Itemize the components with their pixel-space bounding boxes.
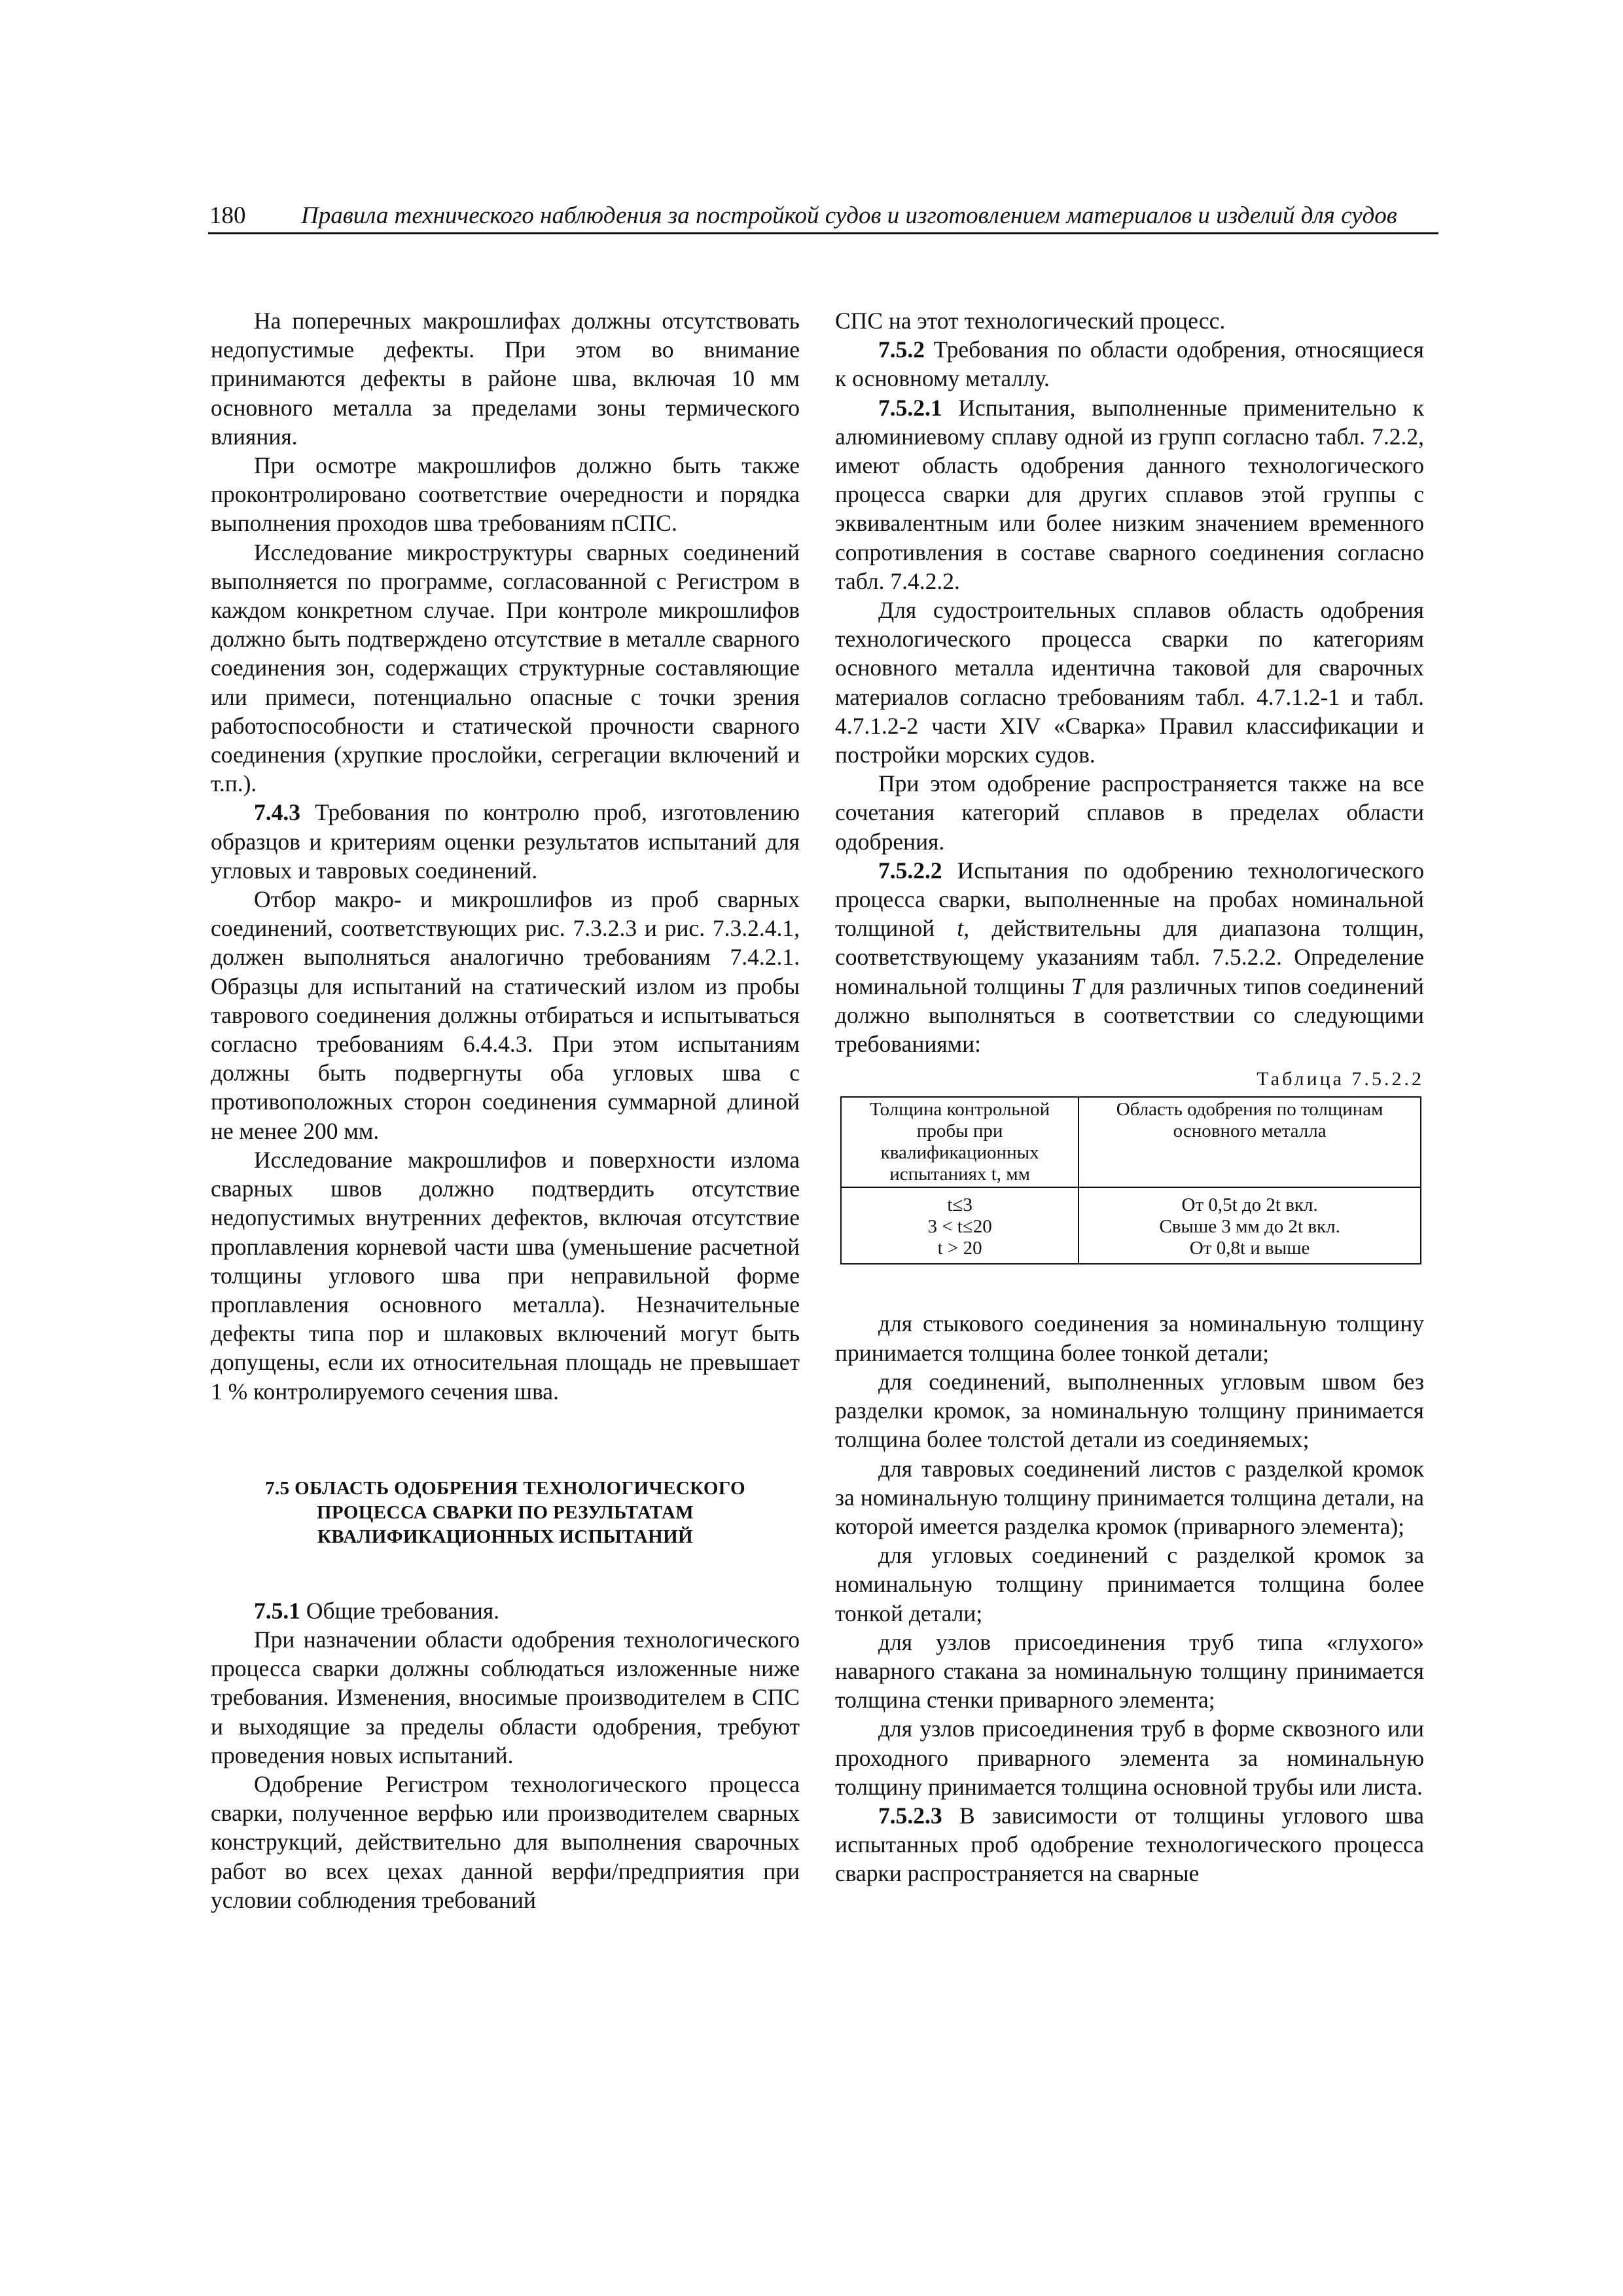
paragraph: Исследование микроструктуры сварных соединений выполняется по программе, согласованной с Регистром в каждом конкретном случае. При контроле микрошлифов должно быть подтверждено отсутствие в металле сварного соединения зон, содержащих структурные составляющие или примеси, потенциально опасные с точки зрения работоспособности и статической прочности сварного соединения (хрупкие прослойки, сегрегации включений и т.п.). [211,539,800,797]
clause-heading: Общие требования. [306,1597,500,1624]
clause-number: 7.5.2 [878,336,925,363]
paragraph: для узлов присоединения труб в форме сквозного или проходного приварного элемента за номинальную толщину принимается толщина основной трубы или листа. [835,1715,1424,1800]
running-header [208,200,1438,234]
right-column [835,306,1424,1888]
paragraph: При этом одобрение распространяется также на все сочетания категорий сплавов в пределах области одобрения. [835,770,1424,855]
paragraph: для тавровых соединений листов с разделкой кромок за номинальную толщину принимается толщина детали, на которой имеется разделка кромок (приварного элемента); [835,1455,1424,1539]
clause-7-5-2-3 [835,1801,1424,1888]
table-caption: Таблица 7.5.2.2 [1257,1068,1424,1090]
spacer [835,1265,1424,1309]
clause-number: 7.4.3 [254,799,300,826]
table-row [841,1187,1421,1264]
table-header-thickness: Толщина контрольной пробы при квалификационных испытаниях t, мм [841,1097,1079,1187]
clause-heading: Требования по контролю проб, изготовлению образцов и критериям оценки результатов испытаний для угловых и тавровых соединений. [211,799,800,884]
table-cell-range: От 0,5t до 2t вкл. Свыше 3 мм до 2t вкл. От 0,8t и выше [1079,1187,1421,1264]
paragraph: При осмотре макрошлифов должно быть также проконтролировано соответствие очередности и порядка выполнения проходов шва требованиям пСПС. [211,452,800,537]
paragraph: СПС на этот технологический процесс. [835,308,1226,334]
table-header-range: Область одобрения по толщинам основного металла [1079,1097,1421,1187]
clause-number: 7.5.2.3 [878,1802,942,1829]
paragraph: Для судостроительных сплавов область одобрения технологического процесса сварки по категориям основного металла идентична таковой для сварочных материалов согласно требованиям табл. 4.7.1.2-1 и табл. 4.7.1.2-2 части XIV «Сварка» Правил классификации и постройки морских судов. [835,597,1424,768]
clause-text: В зависимости от толщины углового шва испытанных проб одобрение технологического процесса сварки распространяется на сварные [835,1802,1424,1887]
clause-text: Испытания, выполненные применительно к алюминиевому сплаву одной из групп согласно табл. 7.2.2, имеют область одобрения данного технологического процесса сварки для других сплавов этой группы с эквивалентным или более низким значением временного сопротивления в составе сварного соединения согласно табл. 7.4.2.2. [835,394,1424,594]
paragraph: для узлов присоединения труб типа «глухого» наварного стакана за номинальную толщину принимается толщина стенки приварного элемента; [835,1628,1424,1713]
paragraph: Исследование макрошлифов и поверхности излома сварных швов должно подтвердить отсутствие недопустимых внутренних дефектов, включая отсутствие проплавления корневой части шва (уменьшение расчетной толщины углового шва при неправильной форме проплавления основного металла). Незначительные дефекты типа пор и шлаковых включений могут быть допущены, если их относительная площадь не превышает 1 % контролируемого сечения шва. [211,1146,800,1405]
page-number: 180 [209,202,246,229]
paragraph: Одобрение Регистром технологического процесса сварки, полученное верфью или производителем сварных конструкций, действительно для выполнения сварочных работ во всех цехах данной верфи/предприятия при условии соблюдения требований [211,1770,800,1913]
thickness-table [840,1096,1421,1265]
clause-7-5-2 [835,335,1424,393]
paragraph: для соединений, выполненных угловым швом без разделки кромок, за номинальную толщину принимается толщина более толстой детали из соединяемых; [835,1368,1424,1453]
clause-number: 7.5.2.2 [878,857,942,884]
clause-7-5-2-1 [835,393,1424,596]
section-title: 7.5 ОБЛАСТЬ ОДОБРЕНИЯ ТЕХНОЛОГИЧЕСКОГО ПРОЦЕССА СВАРКИ ПО РЕЗУЛЬТАТАМ КВАЛИФИКАЦИОННЫХ ИСПЫТАНИЙ [265,1477,745,1547]
paragraph: для стыкового соединения за номинальную толщину принимается толщина более тонкой детали; [835,1310,1424,1366]
clause-7-4-3 [211,798,800,885]
symbol-T: T [1071,973,1084,999]
running-title: Правила технического наблюдения за постройкой судов и изготовлением материалов и изделий для судов [301,202,1397,229]
symbol-t: t [957,915,964,942]
clause-7-5-2-2: 7.5.2.2 Испытания по одобрению технологического процесса сварки, выполненные на пробах номинальной толщиной t, действительны для диапазона толщин, соответствующему указаниям табл. 7.5.2.2. Определение номинальной толщины T для различных типов соединений должно выполняться в соответствии со следующими требованиями: [835,857,1425,1058]
clause-7-5-1 [211,1596,800,1625]
clause-number: 7.5.2.1 [878,394,942,421]
clause-heading: Требования по области одобрения, относящиеся к основному металлу. [835,336,1425,392]
table-cell-thickness: t≤3 3 < t≤20 t > 20 [841,1187,1079,1264]
paragraph: При назначении области одобрения технологического процесса сварки должны соблюдаться изложенные ниже требования. Изменения, вносимые производителем в СПС и выходящие за пределы области одобрения, требуют проведения новых испытаний. [211,1626,800,1768]
table-header-row [841,1097,1421,1187]
paragraph: Отбор макро- и микрошлифов из проб сварных соединений, соответствующих рис. 7.3.2.3 и рис. 7.3.2.4.1, должен выполняться аналогично требованиям 7.4.2.1. Образцы для испытаний на статический излом из пробы таврового соединения должны отбираться и испытываться согласно требованиям 6.4.4.3. При этом испытаниям должны быть подвергнуты оба угловых шва с противоположных сторон соединения суммарной длиной не менее 200 мм. [211,886,800,1144]
paragraph: для угловых соединений с разделкой кромок за номинальную толщину принимается толщина более тонкой детали; [835,1542,1424,1626]
clause-number: 7.5.1 [254,1597,300,1624]
left-column [211,306,800,1914]
paragraph: На поперечных макрошлифах должны отсутствовать недопустимые дефекты. При этом во внимание принимаются дефекты в районе шва, включая 10 мм основного металла за пределами зоны термического влияния. [211,308,800,450]
